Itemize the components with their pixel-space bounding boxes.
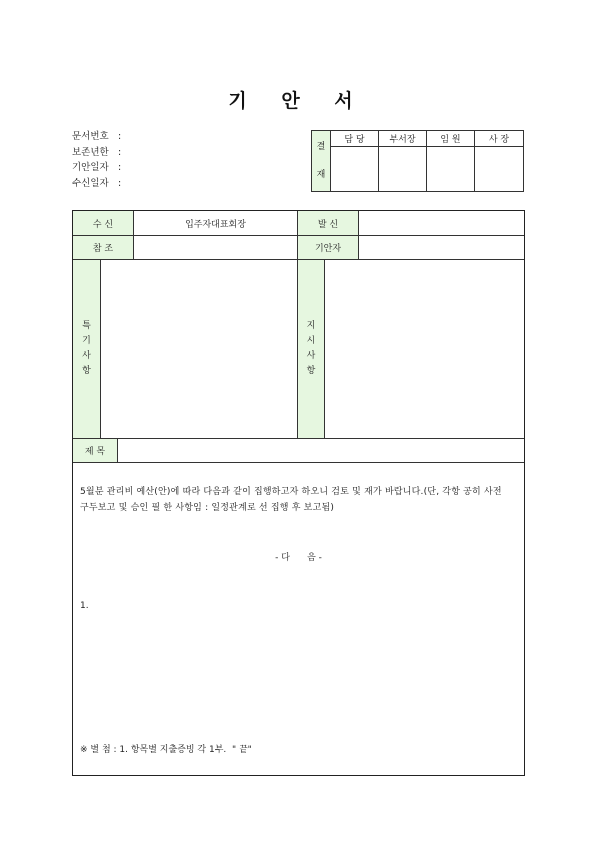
instructions-char-3: 사: [306, 351, 316, 361]
approval-col-imwon: 임 원: [427, 131, 475, 147]
doc-number-label: 문서번호: [72, 131, 109, 142]
approval-table: [311, 130, 524, 192]
instructions-label: [298, 260, 325, 438]
doc-number-colon: :: [118, 131, 122, 142]
notes-row: [73, 260, 524, 439]
draft-form: [72, 210, 525, 776]
attachment-line: ※ 별 첨 : 1. 항목별 지출증빙 각 1부. " 끝": [80, 745, 252, 755]
instructions-area[interactable]: [325, 260, 524, 438]
reference-label: 참 조: [73, 236, 134, 259]
instructions-char-1: 지: [306, 321, 316, 331]
retention-label: 보존년한: [72, 146, 109, 158]
instructions-char-2: 시: [306, 336, 316, 346]
approval-sign-sajang[interactable]: [475, 147, 524, 192]
receipt-date-row: [72, 176, 121, 192]
special-notes-label: [73, 260, 101, 438]
subject-value[interactable]: [118, 439, 524, 462]
approval-sign-imwon[interactable]: [427, 147, 475, 192]
retention-row: [72, 145, 121, 161]
draft-date-colon: :: [118, 162, 122, 173]
sender-label: 발 신: [298, 211, 359, 235]
subject-row: [73, 439, 524, 463]
draft-date-row: [72, 160, 121, 176]
special-notes-area[interactable]: [101, 260, 298, 438]
body-paragraph: 5월분 관리비 예산(안)에 따라 다음과 같이 집행하고자 하오니 검토 및 재가 바랍니다.(단, 각항 공히 사전 구두보고 및 승인 필 한 사항임 : 일정관계로 선 집행 후 보고됨): [80, 487, 502, 513]
special-notes-char-1: 특: [82, 321, 91, 331]
retention-colon: :: [118, 146, 122, 158]
approval-col-bujang: 부서장: [379, 131, 427, 147]
special-notes-char-2: 기: [82, 336, 91, 346]
approval-sign-bujang[interactable]: [379, 147, 427, 192]
recipient-value[interactable]: 입주자대표회장: [134, 211, 298, 235]
reference-row: [73, 236, 524, 260]
approval-jae: 재: [316, 170, 326, 180]
approval-gyeol: 결: [316, 142, 326, 152]
document-title: 기 안 서: [228, 90, 367, 112]
drafter-value[interactable]: [359, 236, 524, 259]
special-notes-char-3: 사: [82, 351, 91, 361]
recipient-label: 수 신: [73, 211, 134, 235]
draft-date-label: 기안일자: [72, 162, 109, 173]
reference-value[interactable]: [134, 236, 298, 259]
drafter-label: 기안자: [298, 236, 359, 259]
item-1: 1.: [80, 601, 89, 611]
approval-gyeoljae-label: [312, 131, 331, 192]
subject-label: 제 목: [73, 439, 118, 462]
approval-col-sajang: 사 장: [475, 131, 524, 147]
da-eum-heading: - 다 음 -: [275, 553, 322, 563]
document-meta: [72, 129, 121, 191]
sender-value[interactable]: [359, 211, 524, 235]
instructions-char-4: 항: [306, 366, 316, 376]
approval-col-damdang: 담 당: [331, 131, 379, 147]
receipt-date-colon: :: [118, 177, 122, 189]
doc-number-row: [72, 129, 121, 145]
receipt-date-label: 수신일자: [72, 177, 109, 189]
special-notes-char-4: 항: [82, 366, 91, 376]
approval-sign-damdang[interactable]: [331, 147, 379, 192]
body-area: [73, 463, 524, 775]
recipient-row: [73, 211, 524, 236]
